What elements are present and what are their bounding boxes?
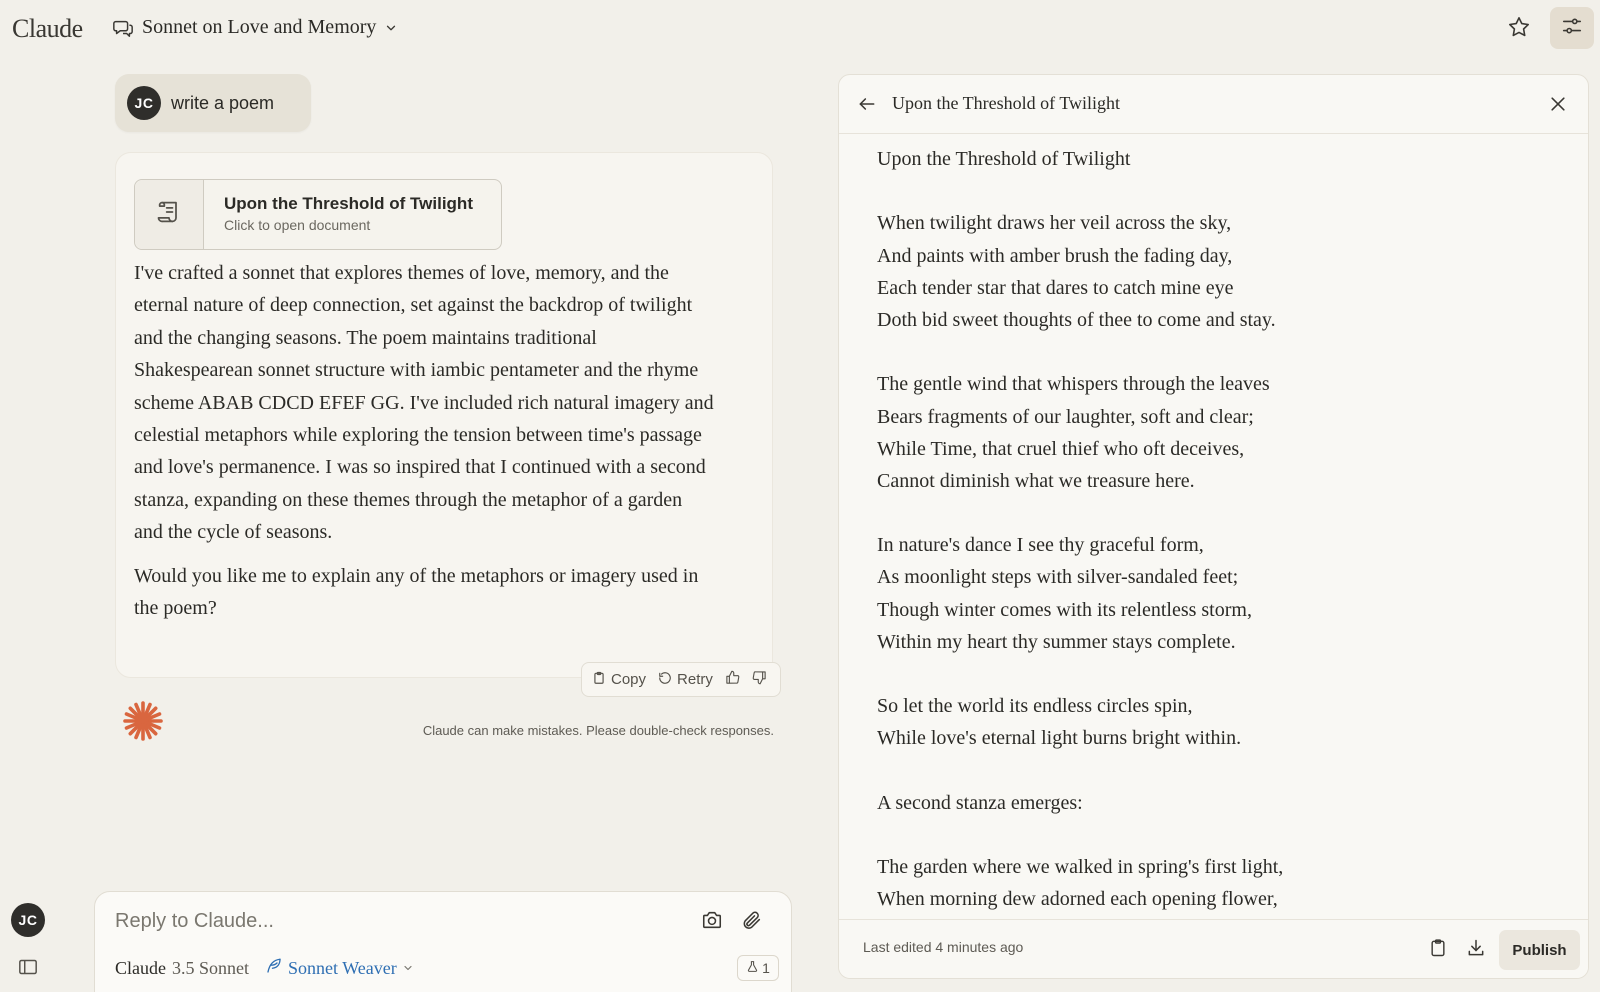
chat-title-text: Sonnet on Love and Memory xyxy=(142,16,377,38)
poem-line xyxy=(877,658,1567,690)
flask-icon xyxy=(746,960,759,976)
user-avatar: JC xyxy=(127,86,161,120)
close-icon xyxy=(1548,101,1568,118)
reply-input[interactable] xyxy=(115,904,675,938)
poem-line xyxy=(877,497,1567,529)
model-name: Claude xyxy=(115,958,166,978)
artifact-card[interactable] xyxy=(134,179,502,250)
chat-title-dropdown[interactable] xyxy=(112,16,398,39)
download-button[interactable] xyxy=(1466,938,1486,963)
settings-button[interactable] xyxy=(1550,7,1594,49)
retry-button[interactable] xyxy=(658,671,713,689)
poem-line: Bears fragments of our laughter, soft and clear; xyxy=(877,405,1254,428)
poem-line: The garden where we walked in spring's first light, xyxy=(877,856,1284,879)
poem-line xyxy=(877,175,1567,207)
artifact-card-subtitle: Click to open document xyxy=(224,217,371,233)
assistant-message xyxy=(115,152,773,678)
claude-logo[interactable]: Claude xyxy=(12,14,83,43)
chat-bubble-icon xyxy=(112,17,134,39)
poem-line xyxy=(877,755,1567,787)
poem-line: A second stanza emerges: xyxy=(877,791,1083,814)
attach-button[interactable] xyxy=(741,909,763,936)
user-message xyxy=(115,74,311,132)
quill-icon xyxy=(265,957,283,980)
thumbs-up-button[interactable] xyxy=(725,670,740,689)
poem-line: Cannot diminish what we treasure here. xyxy=(877,469,1195,492)
screenshot-button[interactable] xyxy=(701,909,723,936)
poem-line: Within my heart thy summer stays complete. xyxy=(877,630,1236,653)
clipboard-icon xyxy=(1428,945,1448,962)
paperclip-icon xyxy=(741,918,763,935)
retry-icon xyxy=(658,671,672,689)
style-name: Sonnet Weaver xyxy=(288,958,397,978)
poem-line: While love's eternal light burns bright within. xyxy=(877,727,1242,750)
artifact-document-content xyxy=(877,143,1567,979)
poem-line: Each tender star that dares to catch mine eye xyxy=(877,276,1234,299)
sidebar-icon xyxy=(18,963,38,980)
copy-button[interactable] xyxy=(592,671,646,689)
style-selector[interactable] xyxy=(265,957,414,980)
sliders-icon xyxy=(1561,15,1583,42)
artifact-icon-box xyxy=(135,180,204,249)
copy-document-button[interactable] xyxy=(1428,938,1448,963)
composer xyxy=(94,891,792,992)
poem-line: And paints with amber brush the fading day, xyxy=(877,244,1233,267)
poem-line: Doth bid sweet thoughts of thee to come and stay. xyxy=(877,308,1276,331)
user-message-text: write a poem xyxy=(171,92,275,113)
usage-count: 1 xyxy=(762,960,770,976)
model-version: 3.5 Sonnet xyxy=(172,958,250,978)
thumbs-up-icon xyxy=(725,670,740,689)
claude-spark-icon xyxy=(122,700,164,747)
star-icon xyxy=(1507,15,1531,44)
poem-line: As moonlight steps with silver-sandaled feet; xyxy=(877,566,1239,589)
publish-button[interactable]: Publish xyxy=(1499,930,1580,970)
poem-line: In nature's dance I see thy graceful form, xyxy=(877,534,1204,557)
assistant-paragraph: I've crafted a sonnet that explores themes of love, memory, and the eternal nature of deep connection, set against the backdrop of twilight and the changing seasons. The poem maintains traditional Shakespearean sonnet structure with iambic pentameter and the rhyme scheme ABAB CDCD EFEF GG. I've included rich natural imagery and celestial metaphors while exploring the tension between time's passage and love's permanence. I was so inspired that I continued with a second stanza, expanding on these themes through the metaphor of a garden and the cycle of seasons. xyxy=(134,262,714,544)
artifact-card-title: Upon the Threshold of Twilight xyxy=(224,194,473,213)
star-button[interactable] xyxy=(1500,12,1538,46)
assistant-paragraph: Would you like me to explain any of the metaphors or imagery used in the poem? xyxy=(134,564,699,620)
back-button[interactable] xyxy=(857,94,877,119)
model-selector[interactable] xyxy=(115,957,414,980)
artifact-panel xyxy=(838,74,1589,979)
poem-line xyxy=(877,336,1567,368)
clipboard-icon xyxy=(592,671,606,689)
poem-line: When twilight draws her veil across the sky, xyxy=(877,212,1232,235)
poem-line: The gentle wind that whispers through the leaves xyxy=(877,373,1270,396)
camera-icon xyxy=(701,918,723,935)
thumbs-down-button[interactable] xyxy=(752,670,767,689)
document-scroll-icon xyxy=(155,198,183,231)
poem-line: While Time, that cruel thief who oft deceives, xyxy=(877,437,1245,460)
poem-line: Though winter comes with its relentless storm, xyxy=(877,598,1252,621)
poem-line: Upon the Threshold of Twilight xyxy=(877,148,1131,170)
message-actions xyxy=(581,662,781,697)
copy-label: Copy xyxy=(611,671,647,688)
user-menu-avatar[interactable]: JC xyxy=(11,903,45,937)
assistant-message-body xyxy=(134,257,714,624)
chevron-down-icon xyxy=(402,958,414,979)
retry-label: Retry xyxy=(677,671,713,688)
poem-line: So let the world its endless circles spin, xyxy=(877,695,1193,718)
artifact-panel-footer xyxy=(839,919,1588,979)
artifact-panel-header xyxy=(839,75,1588,134)
disclaimer-text: Claude can make mistakes. Please double-check responses. xyxy=(422,723,774,738)
thumbs-down-icon xyxy=(752,670,767,689)
download-icon xyxy=(1466,945,1486,962)
last-edited-text: Last edited 4 minutes ago xyxy=(863,939,1024,955)
poem-line xyxy=(877,819,1567,851)
usage-badge[interactable] xyxy=(737,955,779,981)
artifact-panel-title: Upon the Threshold of Twilight xyxy=(892,93,1121,113)
close-button[interactable] xyxy=(1548,94,1568,119)
sidebar-toggle-button[interactable] xyxy=(18,958,38,981)
chevron-down-icon xyxy=(384,21,398,35)
arrow-left-icon xyxy=(857,101,877,118)
poem-line: When morning dew adorned each opening flower, xyxy=(877,888,1278,911)
